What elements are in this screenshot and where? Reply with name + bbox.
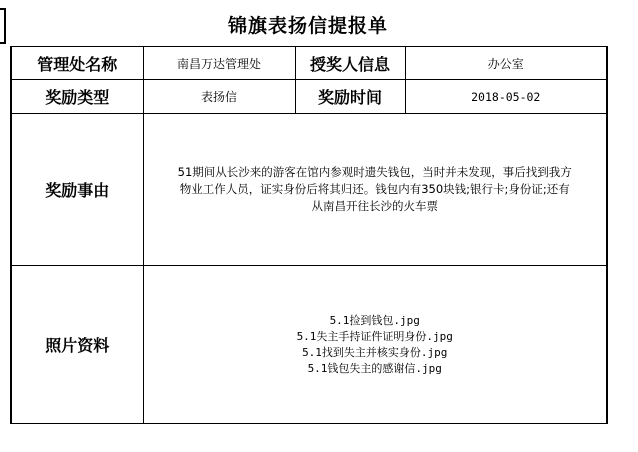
form-row-reason — [11, 114, 607, 266]
time-label: 奖励时间 — [295, 80, 405, 114]
reason-line: 从南昌开往长沙的火车票 — [311, 199, 438, 213]
dept-value[interactable]: 南昌万达管理处 — [143, 47, 295, 80]
dept-label: 管理处名称 — [11, 47, 143, 80]
photo-file-link[interactable]: 5.1钱包失主的感谢信.jpg — [307, 361, 442, 375]
form-title: 锦旗表扬信提报单 — [227, 15, 388, 37]
form-row-type — [11, 80, 607, 114]
photo-file-link[interactable]: 5.1失主手持证件证明身份.jpg — [296, 329, 453, 343]
type-label: 奖励类型 — [11, 80, 143, 114]
form-row-dept — [11, 47, 607, 80]
time-value[interactable]: 2018-05-02 — [405, 80, 607, 114]
photos-list — [143, 266, 607, 424]
photo-file-link[interactable]: 5.1捡到钱包.jpg — [329, 313, 420, 327]
reason-label: 奖励事由 — [11, 114, 143, 266]
type-value[interactable]: 表扬信 — [143, 80, 295, 114]
awardee-value[interactable]: 办公室 — [405, 47, 607, 80]
photo-file-link[interactable]: 5.1找到失主并核实身份.jpg — [302, 345, 448, 359]
reason-value[interactable] — [143, 114, 607, 266]
photos-label: 照片资料 — [11, 266, 143, 424]
row-header-marker — [0, 8, 6, 44]
awardee-label: 授奖人信息 — [295, 47, 405, 80]
reason-line: 物业工作人员，证实身份后将其归还。钱包内有350块钱;银行卡;身份证;还有 — [179, 182, 570, 196]
report-form-table — [10, 46, 608, 424]
reason-line: 51期间从长沙来的游客在馆内参观时遗失钱包，当时并未发现，事后找到我方 — [177, 165, 572, 179]
form-row-photos — [11, 266, 607, 424]
